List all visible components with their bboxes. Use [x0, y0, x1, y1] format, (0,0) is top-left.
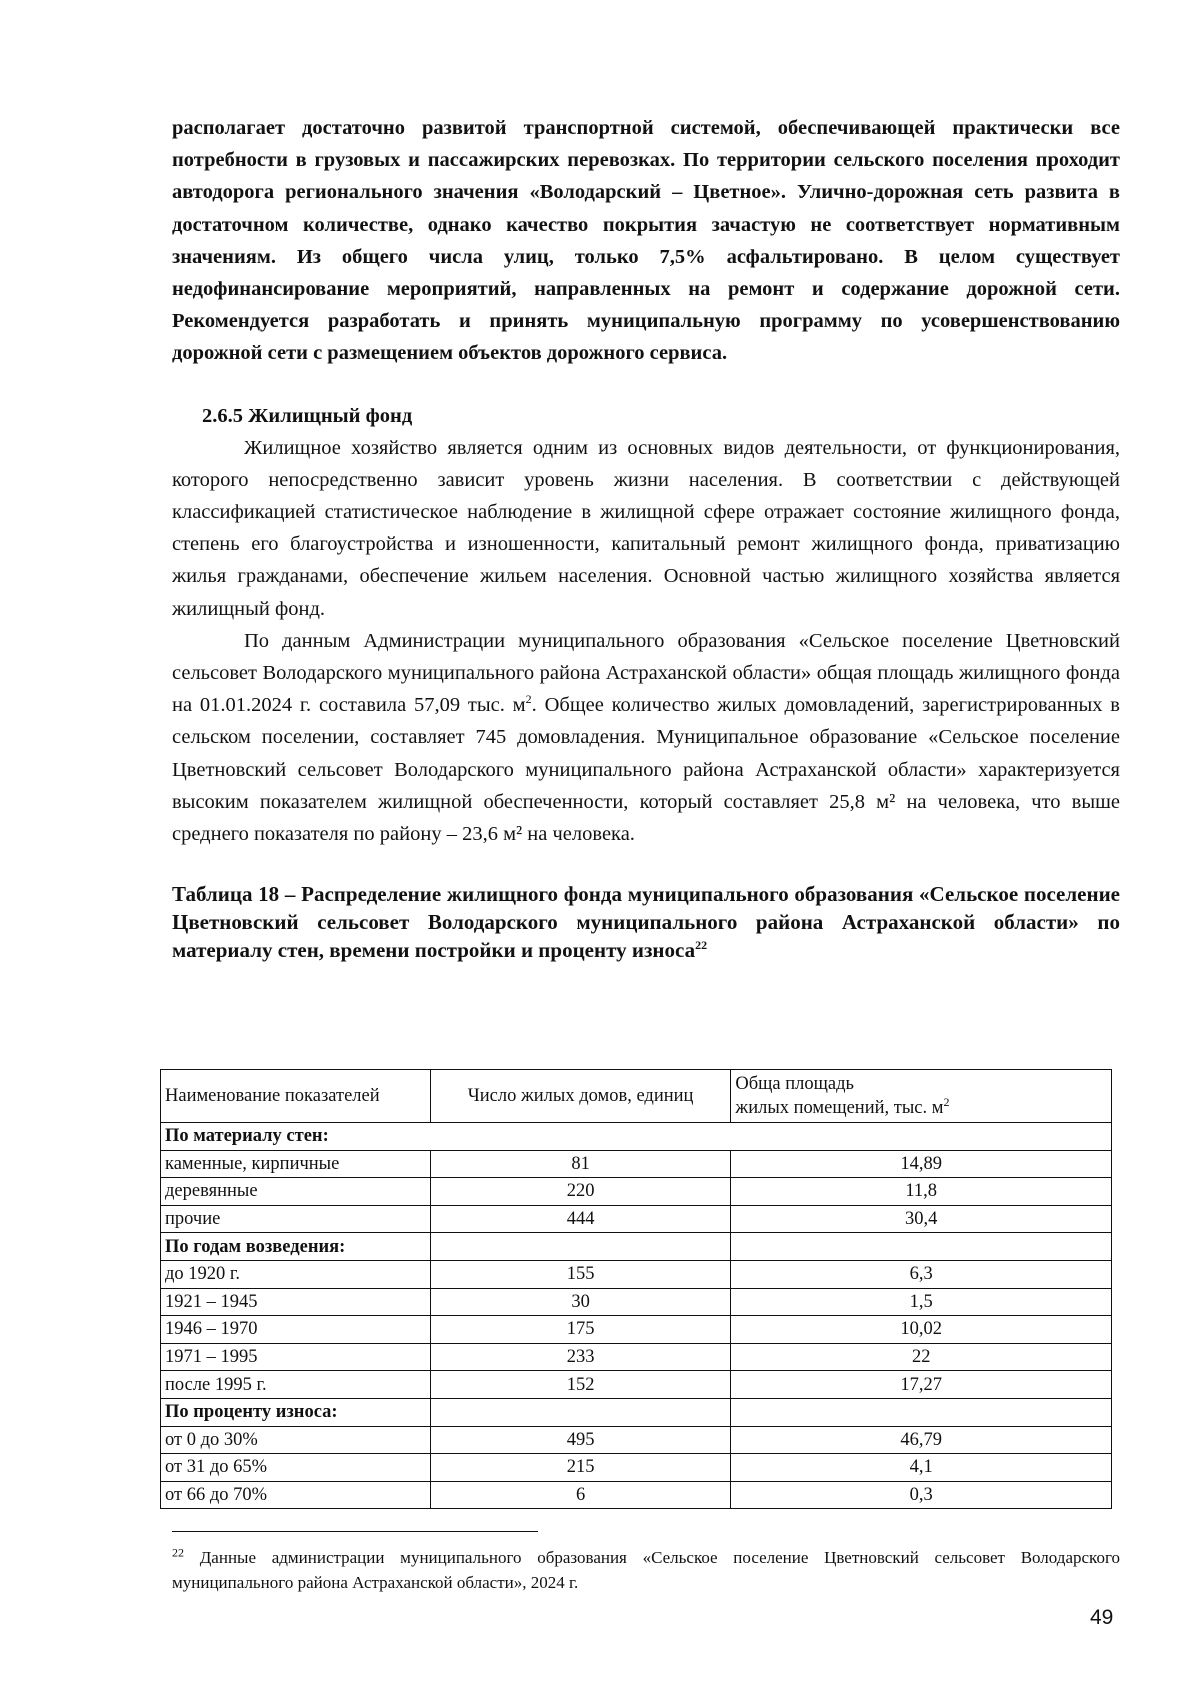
row-name: от 0 до 30%	[161, 1426, 431, 1454]
row-area: 1,5	[731, 1288, 1112, 1316]
row-area: 17,27	[731, 1371, 1112, 1399]
row-area: 6,3	[731, 1260, 1112, 1288]
section-title: По материалу стен:	[161, 1123, 1112, 1151]
table-row	[161, 1343, 1112, 1371]
row-area: 46,79	[731, 1426, 1112, 1454]
paragraph-2-part2: . Общее количество жилых домовладений, зарегистрированных в сельском поселении, составляет 745 домовладения. Муниципальное образование «Сельское поселение Цветновский сельсовет Володарского муниципального района Астраханской области» характеризуется высоким показателем жилищной обеспеченности, который составляет 25,8 м² на человека, что выше среднего показателя по району – 23,6 м² на человека.	[172, 694, 1120, 846]
row-area: 30,4	[731, 1205, 1112, 1233]
row-name: прочие	[161, 1205, 431, 1233]
row-name: до 1920 г.	[161, 1260, 431, 1288]
table-row	[161, 1426, 1112, 1454]
row-count: 30	[430, 1288, 731, 1316]
table-row	[161, 1454, 1112, 1482]
table-row	[161, 1150, 1112, 1178]
row-area: 11,8	[731, 1178, 1112, 1206]
table-row	[161, 1178, 1112, 1206]
row-count: 220	[430, 1178, 731, 1206]
table-row	[161, 1371, 1112, 1399]
table-caption-text: Таблица 18 – Распределение жилищного фонда муниципального образования «Сельское поселение Цветновский сельсовет Володарского муниципального района Астраханской области» по материалу стен, времени постройки и проценту износа	[172, 882, 1120, 963]
row-name: от 31 до 65%	[161, 1454, 431, 1482]
row-area: 14,89	[731, 1150, 1112, 1178]
row-count: 81	[430, 1150, 731, 1178]
table-caption	[172, 880, 1120, 964]
header-indicator-name: Наименование показателей	[161, 1070, 431, 1123]
page-body	[172, 112, 1120, 964]
table-row	[161, 1481, 1112, 1509]
row-name: деревянные	[161, 1178, 431, 1206]
row-name: после 1995 г.	[161, 1371, 431, 1399]
row-name: 1946 – 1970	[161, 1316, 431, 1344]
row-name: каменные, кирпичные	[161, 1150, 431, 1178]
table-caption-footnote-ref: 22	[695, 938, 708, 953]
table-header-row	[161, 1070, 1112, 1123]
row-name: 1971 – 1995	[161, 1343, 431, 1371]
paragraph-housing-economy: Жилищное хозяйство является одним из основных видов деятельности, от функционирования, которого непосредственно зависит уровень жизни населения. В соответствии с действующей классификацией статистическое наблюдение в жилищной сфере отражает состояние жилищного фонда, степень его благоустройства и изношенности, капитальный ремонт жилищного фонда, приватизацию жилья гражданами, обеспечение жильем населения. Основной частью жилищного хозяйства является жилищный фонд.	[172, 436, 1120, 620]
row-count: 495	[430, 1426, 731, 1454]
paragraph-2-sup: 2	[525, 692, 532, 707]
row-count: 6	[430, 1481, 731, 1509]
row-count: 233	[430, 1343, 731, 1371]
row-count: 175	[430, 1316, 731, 1344]
header-house-count: Число жилых домов, единиц	[430, 1070, 731, 1123]
row-area: 22	[731, 1343, 1112, 1371]
paragraph-housing-stats	[172, 625, 1120, 850]
row-name: 1921 – 1945	[161, 1288, 431, 1316]
section-row	[161, 1233, 1112, 1261]
row-name: от 66 до 70%	[161, 1481, 431, 1509]
paragraph-2-part1: По данным Администрации муниципального образования «Сельское поселение Цветновский сельсовет Володарского муниципального района Астраханской области» общая площадь жилищного фонда на 01.01.2024 г. составила 57,09 тыс. м	[172, 629, 1120, 717]
empty-cell	[430, 1233, 731, 1261]
housing-stock-table	[160, 1069, 1112, 1509]
table-row	[161, 1316, 1112, 1344]
row-count: 444	[430, 1205, 731, 1233]
row-area: 4,1	[731, 1454, 1112, 1482]
footnote-text: Данные администрации муниципального образования «Сельское поселение Цветновский сельсовет Володарского муниципального района Астраханской области», 2024 г.	[172, 1548, 1120, 1592]
footnote-divider	[172, 1531, 538, 1532]
section-row	[161, 1398, 1112, 1426]
page-number: 49	[1090, 1606, 1114, 1629]
table-row	[161, 1260, 1112, 1288]
header-area-line1: Обща площадь	[735, 1074, 854, 1094]
row-area: 10,02	[731, 1316, 1112, 1344]
row-area: 0,3	[731, 1481, 1112, 1509]
row-count: 155	[430, 1260, 731, 1288]
section-heading: 2.6.5 Жилищный фонд	[202, 404, 413, 427]
section-row	[161, 1123, 1112, 1151]
empty-cell	[430, 1398, 731, 1426]
footnote	[172, 1545, 1120, 1595]
header-total-area	[731, 1070, 1112, 1123]
row-count: 215	[430, 1454, 731, 1482]
row-count: 152	[430, 1371, 731, 1399]
section-title: По годам возведения:	[161, 1233, 431, 1261]
header-area-sup: 2	[943, 1094, 950, 1109]
header-area-line2: жилых помещений, тыс. м	[735, 1098, 944, 1118]
empty-cell	[731, 1233, 1112, 1261]
table-row	[161, 1288, 1112, 1316]
section-title: По проценту износа:	[161, 1398, 431, 1426]
table-row	[161, 1205, 1112, 1233]
footnote-ref: 22	[172, 1545, 184, 1560]
intro-paragraph: располагает достаточно развитой транспортной системой, обеспечивающей практически все потребности в грузовых и пассажирских перевозках. По территории сельского поселения проходит автодорога регионального значения «Володарский – Цветное». Улично-дорожная сеть развита в достаточном количестве, однако качество покрытия зачастую не соответствует нормативным значениям. Из общего числа улиц, только 7,5% асфальтировано. В целом существует недофинансирование мероприятий, направленных на ремонт и содержание дорожной сети. Рекомендуется разработать и принять муниципальную программу по усовершенствованию дорожной сети с размещением объектов дорожного сервиса.	[172, 117, 1120, 365]
empty-cell	[731, 1398, 1112, 1426]
